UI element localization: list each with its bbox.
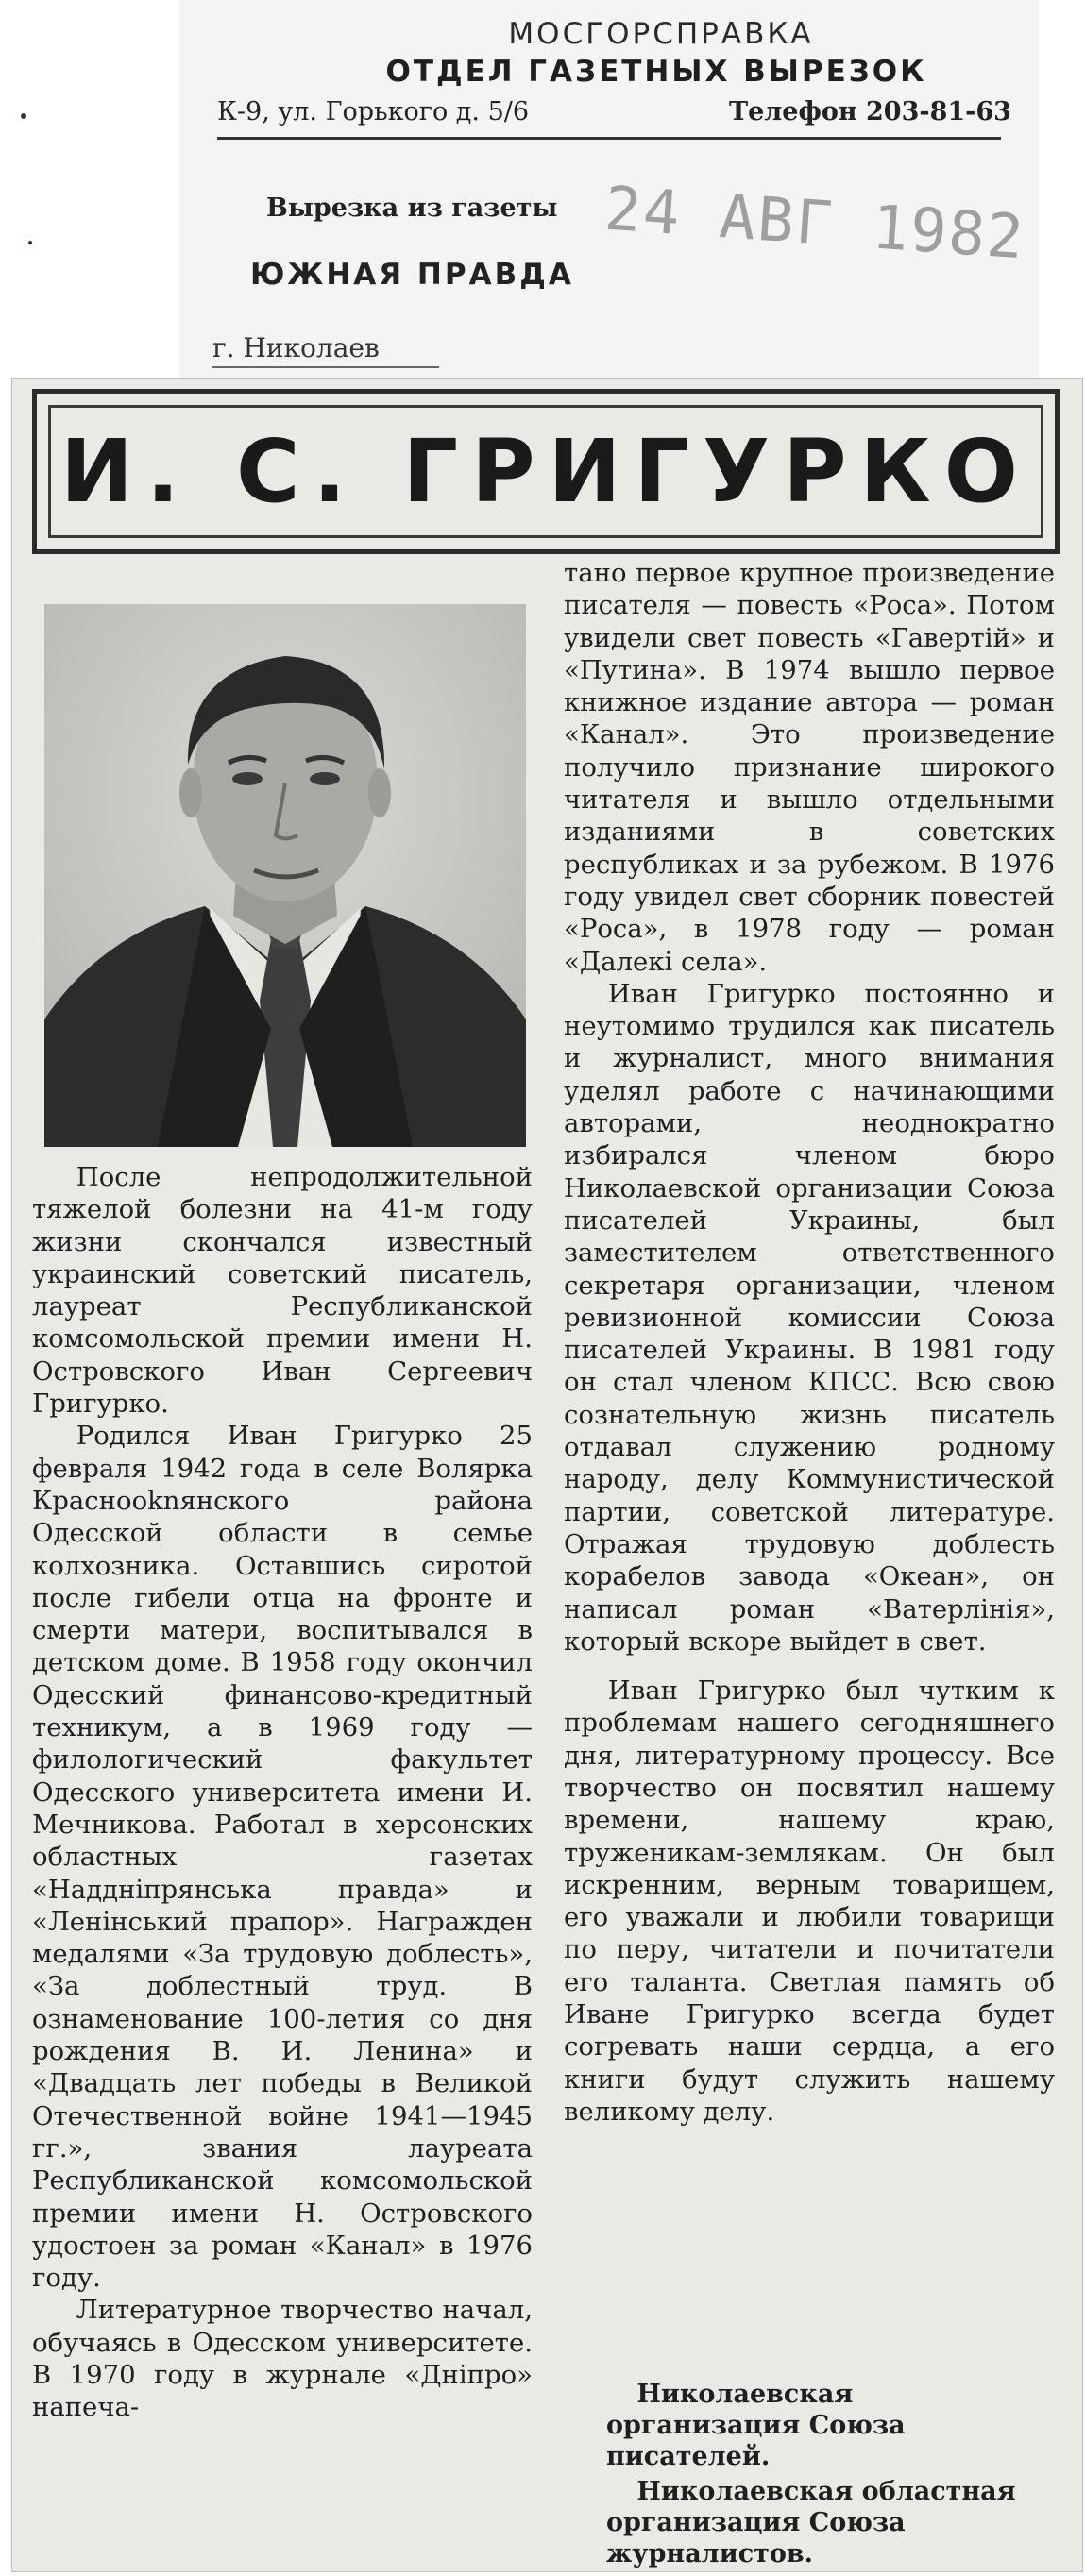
headline-frame xyxy=(48,405,1043,538)
agency-header xyxy=(179,0,1039,378)
article-left-column xyxy=(32,1161,533,2424)
date-stamp: 24 АВГ 1982 xyxy=(602,174,1027,274)
article-right-column xyxy=(564,557,1055,2128)
speck xyxy=(21,113,26,119)
city-rule xyxy=(212,366,439,368)
newspaper-city: г. Николаев xyxy=(212,332,380,363)
article-paragraph: Литературное творчество начал, обучаясь в Одесском университете. В 1970 году в журнале «Дніпро» напеча- xyxy=(32,2295,533,2423)
agency-name: МОСГОРСПРАВКА xyxy=(508,17,814,51)
speck xyxy=(28,241,32,244)
article-headline: И. С. ГРИГУРКО xyxy=(60,421,1031,522)
newspaper-clipping xyxy=(11,378,1083,2572)
article-paragraph: Иван Григурко постоянно и неутомимо трудился как писатель и журналист, много внимания уделял работе с начинающими авторами, неоднократно избирался членом бюро Николаевской организации Союза писателей Украины, был заместителем ответственного секретаря организации, членом ревизионной комиссии Союза писателей Украины. В 1981 году он стал членом КПСС. Всю свою сознательную жизнь писатель отдавал служению родному народу, делу Коммунистической партии, советской литературе. Отражая трудовую доблесть корабелов завода «Океан», он написал роман «Ватерлінія», который вскоре выйдет в свет. xyxy=(564,978,1055,1657)
signature-line: Николаевская организация Союза писателей. xyxy=(606,2380,906,2471)
article-paragraph: После непродолжительной тяжелой болезни на 41-м году жизни скончался известный украинский советский писатель, лауреат Республиканской комсомольской премии имени Н. Островского Иван Сергеевич Григурко. xyxy=(32,1162,533,1420)
article-paragraph: Иван Григурко был чутким к проблемам нашего сегодняшнего дня, литературному процессу. Все творчество он посвятил нашему времени, нашему краю, труженикам-землякам. Он был искренним, верным товарищем, его уважали и любили товарищи по перу, читатели и почитатели его таланта. Светлая память об Иване Григурко всегда будет согревать наши сердца, а его книги будут служить нашему великому делу. xyxy=(564,1675,1055,2127)
article-paragraph: тано первое крупное произведение писателя — повесть «Роса». Потом увидели свет повесть «Гавертій» и «Путина». В 1974 вышло первое книжное издание автора — роман «Канал». Это произведение получило признание широкого читателя и вышло отдельными изданиями в советских республиках и за рубежом. В 1976 году увидел свет сборник повестей «Роса», в 1978 году — роман «Далекі села». xyxy=(564,558,1055,977)
signature-line: Николаевская областная организация Союза журналистов. xyxy=(606,2477,1016,2568)
header-rule xyxy=(217,137,1001,140)
portrait-image xyxy=(44,604,526,1147)
agency-phone: Телефон 203-81-63 xyxy=(729,97,1011,126)
newspaper-name: ЮЖНАЯ ПРАВДА xyxy=(250,258,574,292)
agency-department: ОТДЕЛ ГАЗЕТНЫХ ВЫРЕЗОК xyxy=(385,55,927,89)
article-signature xyxy=(606,2379,1050,2569)
clipping-label: Вырезка из газеты xyxy=(266,194,558,223)
article-paragraph: Родился Иван Григурко 25 февраля 1942 года в селе Волярка Краснооknянского района Одесской области в семье колхозника. Оставшись сиротой после гибели отца на фронте и смерти матери, воспитывался в детском доме. В 1958 году окончил Одесский финансово-кредитный техникум, а в 1969 году — филологический факультет Одесского университета имени И. Мечникова. Работал в херсонских областных газетах «Наддніпрянська правда» и «Ленінський прапор». Награжден медалями «За трудовую доблесть», «За доблестный труд. В ознаменование 100-летия со дня рождения В. И. Ленина» и «Двадцать лет победы в Великой Отечественной войне 1941—1945 гг.», звания лауреата Республиканской комсомольской премии имени Н. Островского удостоен за роман «Канал» в 1976 году. xyxy=(32,1421,533,2294)
headline-box xyxy=(32,389,1060,554)
portrait-photo xyxy=(44,604,526,1147)
agency-address: К-9, ул. Горького д. 5/6 xyxy=(217,97,530,126)
